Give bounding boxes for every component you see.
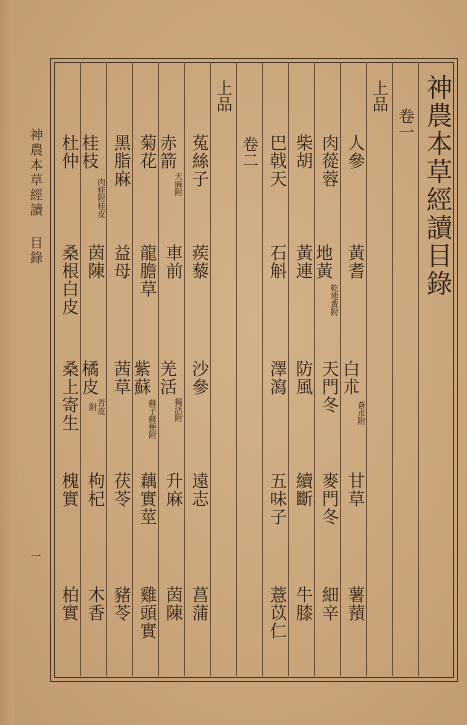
herb-note: 蘇子蘇梗附 <box>148 399 157 439</box>
herb-item: 黃耆 <box>344 244 364 280</box>
herb-item: 菖蒲 <box>188 586 208 622</box>
herb-item: 細辛 <box>318 586 338 622</box>
column-rule <box>418 62 419 676</box>
herb-item: 柏實 <box>58 586 78 622</box>
herb-item: 遠志 <box>188 472 208 508</box>
herb-item: 木香 <box>84 586 104 622</box>
herb-item: 巴戟天 <box>266 134 286 188</box>
herb-item: 天門冬 <box>318 360 338 414</box>
herb-item: 石斛 <box>266 244 286 280</box>
margin-section: 目錄 <box>27 236 42 266</box>
column-rule <box>184 62 185 676</box>
herb-item: 茜草 <box>110 360 130 396</box>
herb-item: 藕實莖 <box>136 472 156 526</box>
page-title: 神農本草經讀目錄 <box>422 74 452 298</box>
herb-item: 菊花 <box>136 134 156 170</box>
column-rule <box>288 62 289 676</box>
herb-item: 續斷 <box>292 472 312 508</box>
herb-item: 黑脂麻 <box>110 134 130 188</box>
juan2-label: 卷二 <box>240 136 259 168</box>
herb-item: 桂枝 <box>78 134 98 170</box>
herb-item: 柴胡 <box>292 134 312 170</box>
column-rule <box>392 62 393 676</box>
herb-item: 肉蓯蓉 <box>318 134 338 188</box>
margin-mark: 一 <box>31 552 41 563</box>
herb-note: 乾地黃附 <box>330 284 339 316</box>
herb-item: 地黃 <box>312 244 332 280</box>
herb-item: 橘皮 <box>78 360 98 396</box>
herb-note: 肉桂附桂皮 <box>97 178 106 218</box>
herb-item: 升麻 <box>162 472 182 508</box>
herb-item: 蒺藜 <box>188 244 208 280</box>
herb-item: 車前 <box>162 244 182 280</box>
herb-item: 枸杞 <box>84 472 104 508</box>
margin-book-title: 神農本草經讀 <box>27 128 42 218</box>
herb-item: 薏苡仁 <box>266 586 286 640</box>
herb-item: 紫蘇 <box>130 360 150 396</box>
column-rule <box>366 62 367 676</box>
column-rule <box>106 62 107 676</box>
herb-item: 槐實 <box>58 472 78 508</box>
herb-item: 赤箭 <box>156 134 176 170</box>
herb-item: 澤瀉 <box>266 360 286 396</box>
herb-item: 龍膽草 <box>136 244 156 298</box>
herb-item: 五味子 <box>266 472 286 526</box>
herb-item: 桑根白皮 <box>58 244 78 316</box>
herb-item: 茯苓 <box>110 472 130 508</box>
column-rule <box>262 62 263 676</box>
herb-item: 白朮 <box>339 360 359 396</box>
juan1-grade: 上品 <box>370 80 389 112</box>
herb-item: 黃連 <box>292 244 312 280</box>
herb-item: 益母 <box>110 244 130 280</box>
herb-item: 雞頭實 <box>136 586 156 640</box>
herb-item: 防風 <box>292 360 312 396</box>
herb-note: 蒼朮附 <box>357 401 366 425</box>
herb-note: 天麻附 <box>174 172 183 196</box>
column-rule <box>236 62 237 676</box>
herb-item: 羌活 <box>156 360 176 396</box>
herb-item: 茵陳 <box>84 244 104 280</box>
herb-item: 豬苓 <box>110 586 130 622</box>
herb-item: 桑上寄生 <box>58 360 78 432</box>
page-gutter <box>0 0 14 725</box>
column-rule <box>210 62 211 676</box>
column-rule <box>314 62 315 676</box>
herb-note: 青皮附 <box>88 399 106 415</box>
juan1-label: 卷一 <box>396 108 415 140</box>
herb-item: 甘草 <box>344 472 364 508</box>
herb-item: 沙參 <box>188 360 208 396</box>
herb-item: 人參 <box>344 134 364 170</box>
herb-item: 菟絲子 <box>188 134 208 188</box>
herb-item: 麥門冬 <box>318 472 338 526</box>
herb-item: 茵陳 <box>162 586 182 622</box>
herb-item: 薯蕷 <box>344 586 364 622</box>
juan2-grade: 上品 <box>214 80 233 112</box>
herb-item: 杜仲 <box>58 134 78 170</box>
herb-item: 牛膝 <box>292 586 312 622</box>
herb-note: 獨活附 <box>174 398 183 422</box>
